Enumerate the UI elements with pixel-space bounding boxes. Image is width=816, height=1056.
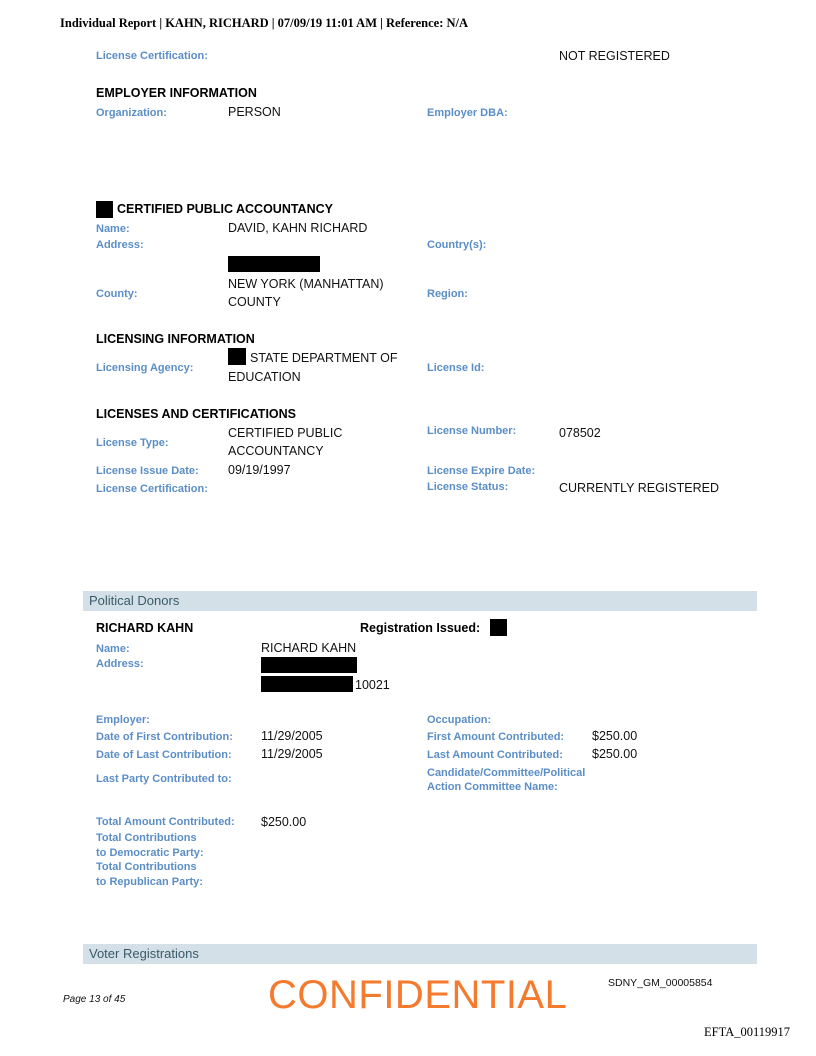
license-issue-date-label: License Issue Date: — [96, 465, 199, 477]
employer-dba-label: Employer DBA: — [427, 107, 508, 119]
redaction-box — [228, 256, 320, 272]
cpa-address-label: Address: — [96, 239, 144, 251]
registration-issued-label: Registration Issued: — [360, 621, 481, 635]
last-party-label: Last Party Contributed to: — [96, 773, 232, 785]
voter-registrations-band — [83, 944, 757, 964]
redaction-box — [228, 348, 246, 365]
efta-number: EFTA_00119917 — [704, 1025, 791, 1039]
cpa-county-value-line1: NEW YORK (MANHATTAN) — [228, 277, 384, 291]
license-type-label: License Type: — [96, 437, 169, 449]
redaction-box — [261, 657, 357, 673]
license-issue-date-value: 09/19/1997 — [228, 463, 291, 477]
licenses-section-title: LICENSES AND CERTIFICATIONS — [96, 407, 297, 421]
cpa-county-value-line2: COUNTY — [228, 295, 281, 309]
bates-number: SDNY_GM_00005854 — [608, 977, 713, 989]
candidate-committee-label-line2: Action Committee Name: — [427, 781, 558, 793]
licensing-agency-value-line2: EDUCATION — [228, 370, 301, 384]
license-number-value: 078502 — [559, 426, 601, 440]
democratic-total-label-line1: Total Contributions — [96, 832, 197, 844]
donor-name-label: Name: — [96, 643, 130, 655]
last-contribution-date-value: 11/29/2005 — [261, 747, 323, 761]
redaction-box — [490, 619, 507, 636]
cpa-name-label: Name: — [96, 223, 130, 235]
redaction-box — [96, 201, 113, 218]
total-amount-value: $250.00 — [261, 815, 307, 829]
licensing-section-title: LICENSING INFORMATION — [96, 332, 255, 346]
donor-person-title: RICHARD KAHN — [96, 621, 194, 635]
license-type-value-line1: CERTIFIED PUBLIC — [228, 426, 343, 440]
last-amount-value: $250.00 — [592, 747, 638, 761]
donor-zip: 10021 — [355, 678, 390, 692]
redaction-box — [261, 676, 353, 692]
total-amount-label: Total Amount Contributed: — [96, 816, 235, 828]
last-contribution-date-label: Date of Last Contribution: — [96, 749, 232, 761]
first-contribution-date-label: Date of First Contribution: — [96, 731, 233, 743]
political-donors-band-title: Political Donors — [89, 593, 180, 608]
employer-section-title: EMPLOYER INFORMATION — [96, 86, 257, 100]
cpa-region-label: Region: — [427, 288, 468, 300]
candidate-committee-label-line1: Candidate/Committee/Political — [427, 767, 586, 779]
license-certification-value: NOT REGISTERED — [559, 49, 670, 63]
confidential-watermark: CONFIDENTIAL — [268, 973, 568, 1017]
license-expire-date-label: License Expire Date: — [427, 465, 536, 477]
donor-name-value: RICHARD KAHN — [261, 641, 357, 655]
cpa-name-value: DAVID, KAHN RICHARD — [228, 221, 368, 235]
licensing-agency-value-line1: STATE DEPARTMENT OF — [250, 351, 398, 365]
report-header: Individual Report | KAHN, RICHARD | 07/09/19 11:01 AM | Reference: N/A — [60, 16, 469, 30]
donor-address-label: Address: — [96, 658, 144, 670]
cpa-section-title: CERTIFIED PUBLIC ACCOUNTANCY — [117, 202, 333, 216]
republican-total-label-line2: to Republican Party: — [96, 876, 203, 888]
license-certification-label-2: License Certification: — [96, 483, 208, 495]
license-type-value-line2: ACCOUNTANCY — [228, 444, 324, 458]
first-amount-label: First Amount Contributed: — [427, 731, 565, 743]
license-number-label: License Number: — [427, 425, 517, 437]
cpa-country-label: Country(s): — [427, 239, 487, 251]
republican-total-label-line1: Total Contributions — [96, 861, 197, 873]
organization-value: PERSON — [228, 105, 281, 119]
first-contribution-date-value: 11/29/2005 — [261, 729, 323, 743]
page-number: Page 13 of 45 — [63, 994, 126, 1005]
cpa-county-label: County: — [96, 288, 138, 300]
license-status-value: CURRENTLY REGISTERED — [559, 481, 719, 495]
democratic-total-label-line2: to Democratic Party: — [96, 847, 204, 859]
first-amount-value: $250.00 — [592, 729, 638, 743]
voter-registrations-band-title: Voter Registrations — [89, 946, 199, 961]
license-id-label: License Id: — [427, 362, 485, 374]
license-status-label: License Status: — [427, 481, 509, 493]
license-certification-label: License Certification: — [96, 50, 208, 62]
political-donors-band — [83, 591, 757, 611]
donor-occupation-label: Occupation: — [427, 714, 492, 726]
last-amount-label: Last Amount Contributed: — [427, 749, 563, 761]
organization-label: Organization: — [96, 107, 167, 119]
donor-employer-label: Employer: — [96, 714, 150, 726]
licensing-agency-label: Licensing Agency: — [96, 362, 194, 374]
